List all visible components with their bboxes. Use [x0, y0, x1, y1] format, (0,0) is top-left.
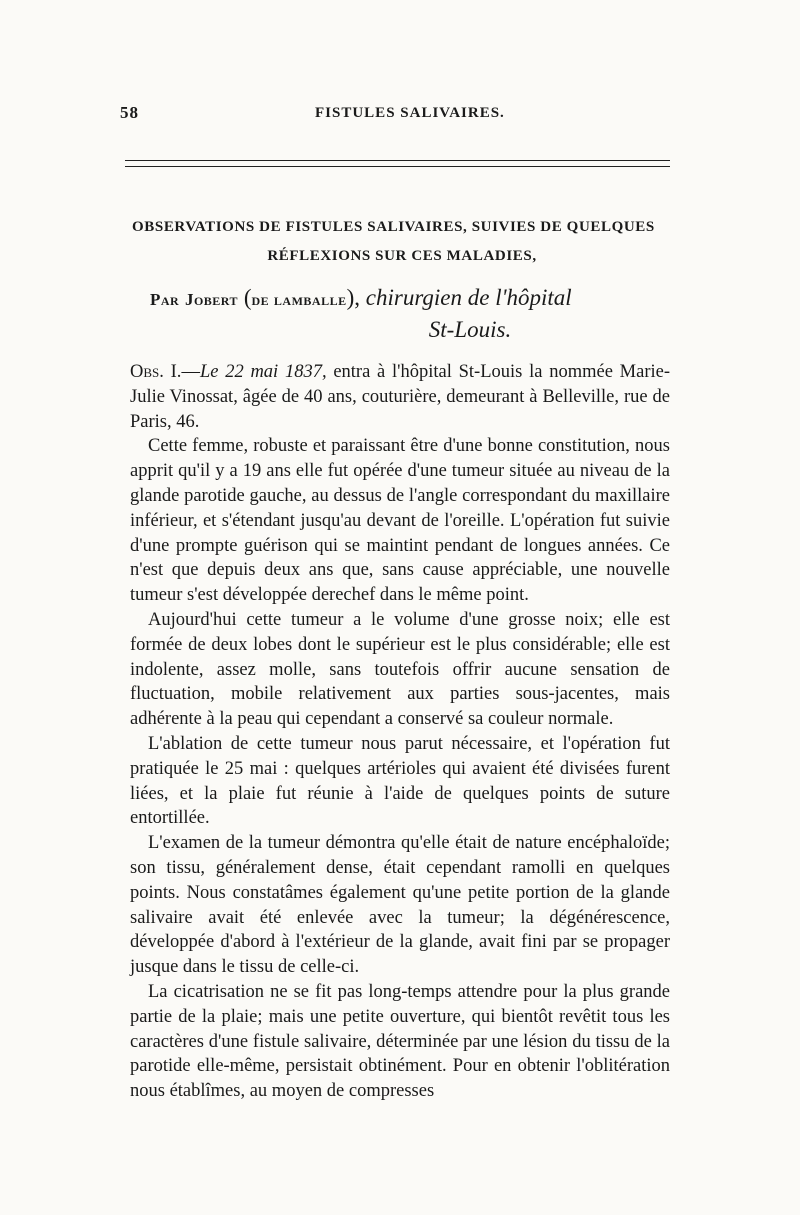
byline-line-1 [150, 283, 670, 315]
byline-role-continued: St-Louis. [428, 317, 512, 342]
byline-par: Par [150, 290, 180, 309]
title-line-2: RÉFLEXIONS SUR CES MALADIES, [267, 248, 537, 264]
paragraph-5: L'examen de la tumeur démontra qu'elle était de nature encéphaloïde; son tissu, généralement dense, était cependant ramolli en quelques points. Nous constatâmes également qu'une petite portion de la glande salivaire avait été enlevée avec la tumeur; la dégénérescence, développée d'abord à l'extérieur de la glande, avait fini par se propager jusque dans le tissu de celle-ci. [130, 833, 670, 978]
byline-origin: de lamballe [251, 290, 347, 309]
article-title [132, 213, 672, 271]
page-number: 58 [120, 103, 139, 122]
observation-label: Obs. I. [130, 362, 182, 382]
byline [150, 283, 670, 345]
title-line-1: OBSERVATIONS DE FISTULES SALIVAIRES, SUIVIES DE QUELQUES [132, 219, 655, 235]
observation-date: Le 22 mai 1837, [199, 362, 327, 382]
byline-role: chirurgien de l'hôpital [365, 285, 572, 310]
paragraph-4: L'ablation de cette tumeur nous parut nécessaire, et l'opération fut pratiquée le 25 mai : quelques artérioles qui avaient été divisées furent liées, et la plaie fut réunie à l'aide de quelques points de suture entortillée. [130, 733, 670, 829]
byline-author: Jobert [184, 290, 239, 309]
paragraph-1-text: entra à l'hôpital St-Louis la nommée Marie-Julie Vinossat, âgée de 40 ans, couturière, demeurant à Belleville, rue de Paris, 46. [130, 362, 671, 432]
paragraph-6: La cicatrisation ne se fit pas long-temps attendre pour la plus grande partie de la plaie; mais une petite ouverture, qui bientôt revêtit tous les caractères d'une fistule salivaire, déterminée par une lésion du tissu de la parotide elle-même, persistait obtinément. Pour en obtenir l'oblitération nous établîmes, au moyen de compresses [130, 981, 670, 1102]
byline-paren-open: ( [243, 285, 252, 310]
observation-dash: — [181, 362, 200, 382]
article-body [130, 360, 670, 1104]
paragraph-1 [130, 360, 670, 434]
paragraph-2: Cette femme, robuste et paraissant être d'une bonne constitution, nous apprit qu'il y a 19 ans elle fut opérée d'une tumeur située au niveau de la glande parotide gauche, au dessus de l'angle correspondant du maxillaire inférieur, et s'étendant jusqu'au devant de l'oreille. L'opération fut suivie d'une prompte guérison qui se maintint pendant de longues années. Ce n'est que depuis deux ans que, sans cause appréciable, une nouvelle tumeur s'est développée derechef dans le même point. [130, 436, 670, 606]
header-rule-thin [125, 166, 670, 167]
header-rule-thick [125, 160, 670, 161]
byline-paren-close: ), [346, 285, 361, 310]
paragraph-3: Aujourd'hui cette tumeur a le volume d'une grosse noix; elle est formée de deux lobes dont le supérieur est le plus considérable; elle est indolente, assez molle, sans toutefois offrir aucune sensation de fluctuation, mobile relativement aux parties sous-jacentes, mais adhérente à la peau qui cependant a conservé sa couleur normale. [130, 609, 670, 730]
running-title: FISTULES SALIVAIRES. [315, 105, 505, 121]
